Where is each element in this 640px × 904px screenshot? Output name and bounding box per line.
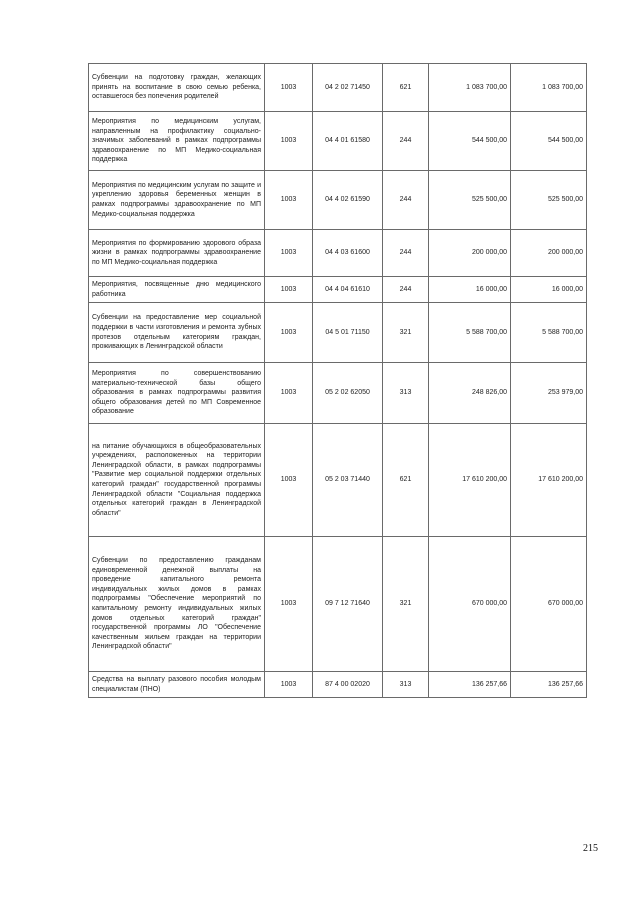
row-section-code: 1003 (265, 537, 313, 672)
row-target-code: 04 2 02 71450 (313, 64, 383, 112)
row-amount-1: 248 826,00 (429, 363, 511, 424)
row-amount-2: 544 500,00 (511, 112, 587, 171)
row-target-code: 04 4 02 61590 (313, 171, 383, 230)
row-target-code: 04 4 04 61610 (313, 277, 383, 303)
row-description: Мероприятия по совершенствованию материально-технической базы общего образования в рамках подпрограммы развития общего образования детей по МП Современное образование (89, 363, 265, 424)
row-amount-1: 136 257,66 (429, 672, 511, 698)
table-row (89, 537, 587, 672)
row-amount-2: 17 610 200,00 (511, 424, 587, 537)
row-amount-2: 136 257,66 (511, 672, 587, 698)
row-amount-1: 17 610 200,00 (429, 424, 511, 537)
row-expense-type: 244 (383, 230, 429, 277)
row-expense-type: 621 (383, 424, 429, 537)
row-target-code: 04 5 01 71150 (313, 303, 383, 363)
row-section-code: 1003 (265, 171, 313, 230)
table-row (89, 230, 587, 277)
page-number: 215 (583, 843, 598, 854)
row-section-code: 1003 (265, 672, 313, 698)
row-expense-type: 621 (383, 64, 429, 112)
row-target-code: 87 4 00 02020 (313, 672, 383, 698)
row-amount-2: 525 500,00 (511, 171, 587, 230)
row-amount-2: 200 000,00 (511, 230, 587, 277)
row-description: Мероприятия по медицинским услугам по защите и укреплению здоровья беременных женщин в рамках подпрограммы здравоохранение по МП Медико-социальная поддержка (89, 171, 265, 230)
row-section-code: 1003 (265, 363, 313, 424)
row-amount-1: 5 588 700,00 (429, 303, 511, 363)
row-expense-type: 244 (383, 112, 429, 171)
row-description: Субвенции на подготовку граждан, желающих принять на воспитание в свою семью ребенка, оставшегося без попечения родителей (89, 64, 265, 112)
row-expense-type: 321 (383, 303, 429, 363)
row-amount-2: 670 000,00 (511, 537, 587, 672)
table-row (89, 424, 587, 537)
row-section-code: 1003 (265, 230, 313, 277)
row-target-code: 09 7 12 71640 (313, 537, 383, 672)
row-section-code: 1003 (265, 303, 313, 363)
table-row (89, 112, 587, 171)
row-expense-type: 321 (383, 537, 429, 672)
row-target-code: 05 2 02 62050 (313, 363, 383, 424)
row-expense-type: 313 (383, 672, 429, 698)
row-description: Субвенции по предоставлению гражданам единовременной денежной выплаты на проведение капитального ремонта индивидуальных жилых домов в рамках подпрограммы "Обеспечение мероприятий по капитальному ремонту индивидуальных жилых домов отдельных категорий граждан" государственной программы ЛО "Обеспечение качественным жильем граждан на территории Ленинградской области" (89, 537, 265, 672)
row-amount-1: 1 083 700,00 (429, 64, 511, 112)
row-section-code: 1003 (265, 277, 313, 303)
row-expense-type: 313 (383, 363, 429, 424)
table-row (89, 171, 587, 230)
row-description: Мероприятия, посвященные дню медицинского работника (89, 277, 265, 303)
table-row (89, 277, 587, 303)
row-target-code: 04 4 03 61600 (313, 230, 383, 277)
row-amount-1: 16 000,00 (429, 277, 511, 303)
row-description: Мероприятия по медицинским услугам, направленным на профилактику социально-значимых заболеваний в рамках подпрограммы здравоохранение по МП Медико-социальная поддержка (89, 112, 265, 171)
row-description: Субвенции на предоставление мер социальной поддержки в части изготовления и ремонта зубных протезов отдельным категориям граждан, проживающих в Ленинградской области (89, 303, 265, 363)
table-row (89, 64, 587, 112)
row-section-code: 1003 (265, 112, 313, 171)
table-row (89, 303, 587, 363)
row-description: Мероприятия по формированию здорового образа жизни в рамках подпрограммы здравоохранение по МП Медико-социальная поддержка (89, 230, 265, 277)
row-section-code: 1003 (265, 424, 313, 537)
row-description: Средства на выплату разового пособия молодым специалистам (ПНО) (89, 672, 265, 698)
row-amount-2: 5 588 700,00 (511, 303, 587, 363)
row-amount-1: 670 000,00 (429, 537, 511, 672)
row-amount-1: 525 500,00 (429, 171, 511, 230)
row-amount-2: 253 979,00 (511, 363, 587, 424)
row-section-code: 1003 (265, 64, 313, 112)
row-target-code: 05 2 03 71440 (313, 424, 383, 537)
table-row (89, 363, 587, 424)
budget-table (88, 63, 587, 698)
row-amount-1: 200 000,00 (429, 230, 511, 277)
row-amount-2: 1 083 700,00 (511, 64, 587, 112)
row-amount-2: 16 000,00 (511, 277, 587, 303)
row-target-code: 04 4 01 61580 (313, 112, 383, 171)
row-expense-type: 244 (383, 277, 429, 303)
table-row (89, 672, 587, 698)
row-description: на питание обучающихся в общеобразовательных учреждениях, расположенных на территории Ленинградской области, в рамках подпрограммы "Развитие мер социальной поддержки отдельных категорий граждан" государственной программы Ленинградской области "Социальная поддержка отдельных категорий граждан в Ленинградской области" (89, 424, 265, 537)
row-expense-type: 244 (383, 171, 429, 230)
row-amount-1: 544 500,00 (429, 112, 511, 171)
